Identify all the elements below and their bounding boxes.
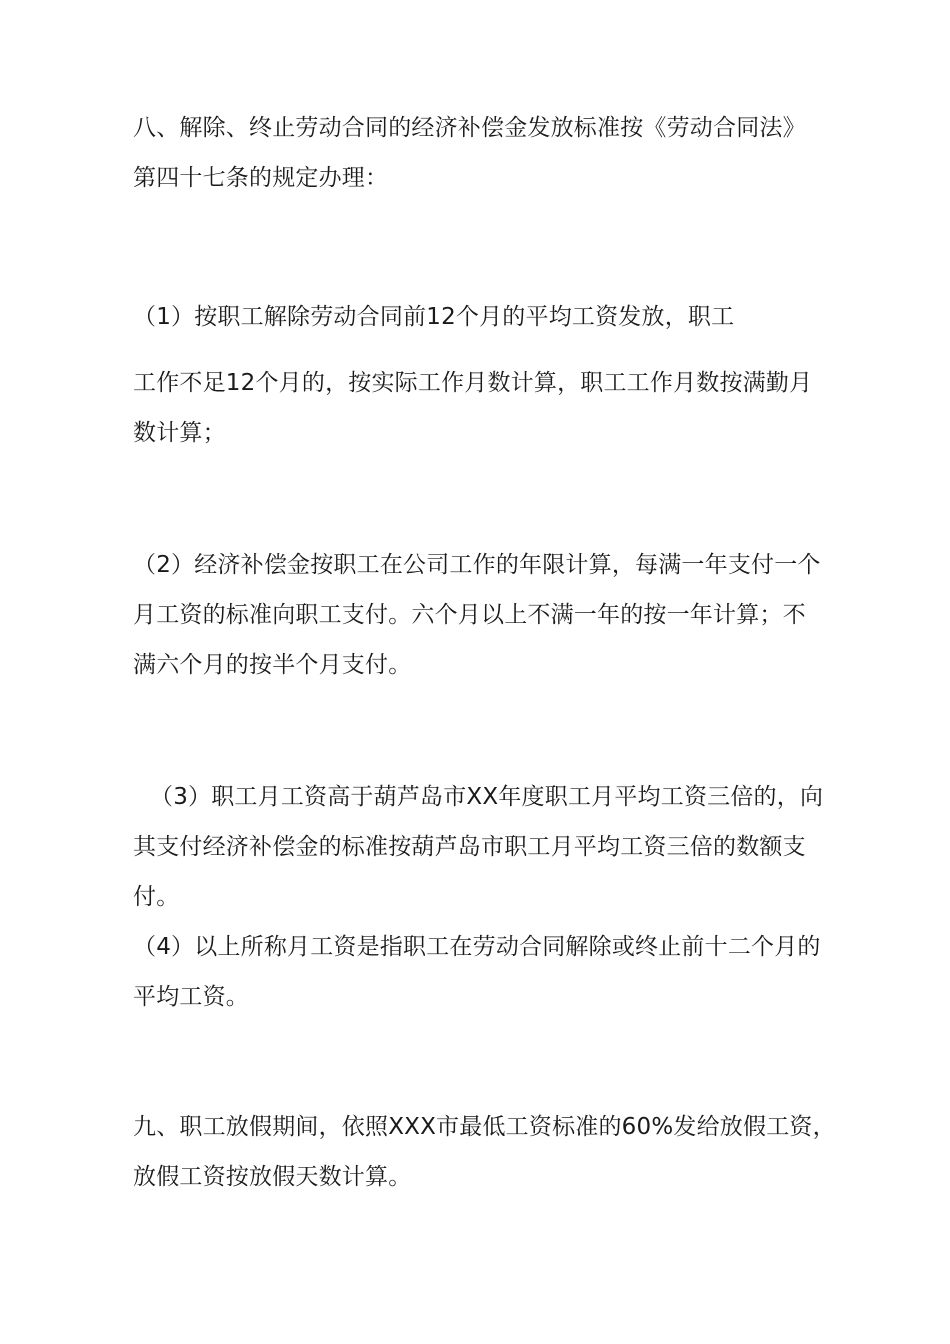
clause-1-line-2: 工作不足12个月的，按实际工作月数计算，职工工作月数按满勤月 [133, 370, 813, 396]
clause-4-line-1: （4）以上所称月工资是指职工在劳动合同解除或终止前十二个月的 [133, 934, 821, 960]
clause-3-line-2: 其支付经济补偿金的标准按葫芦岛市职工月平均工资三倍的数额支 [133, 834, 806, 860]
clause-2-line-1: （2）经济补偿金按职工在公司工作的年限计算，每满一年支付一个 [133, 552, 821, 578]
clause-4-line-2: 平均工资。 [133, 984, 249, 1010]
section-8-heading-line-1: 八、解除、终止劳动合同的经济补偿金发放标准按《劳动合同法》 [133, 115, 806, 141]
clause-1-line-1: （1）按职工解除劳动合同前12个月的平均工资发放，职工 [133, 304, 735, 330]
clause-1-line-3: 数计算； [133, 420, 226, 446]
section-9-line-2: 放假工资按放假天数计算。 [133, 1164, 412, 1190]
section-9-line-1: 九、职工放假期间，依照XXX市最低工资标准的60%发给放假工资， [133, 1114, 836, 1140]
clause-3-line-3: 付。 [133, 884, 180, 910]
section-8-heading-line-2: 第四十七条的规定办理： [133, 165, 389, 191]
clause-2-line-2: 月工资的标准向职工支付。六个月以上不满一年的按一年计算；不 [133, 602, 806, 628]
clause-2-line-3: 满六个月的按半个月支付。 [133, 652, 412, 678]
clause-3-line-1: （3）职工月工资高于葫芦岛市XX年度职工月平均工资三倍的，向 [150, 784, 824, 810]
